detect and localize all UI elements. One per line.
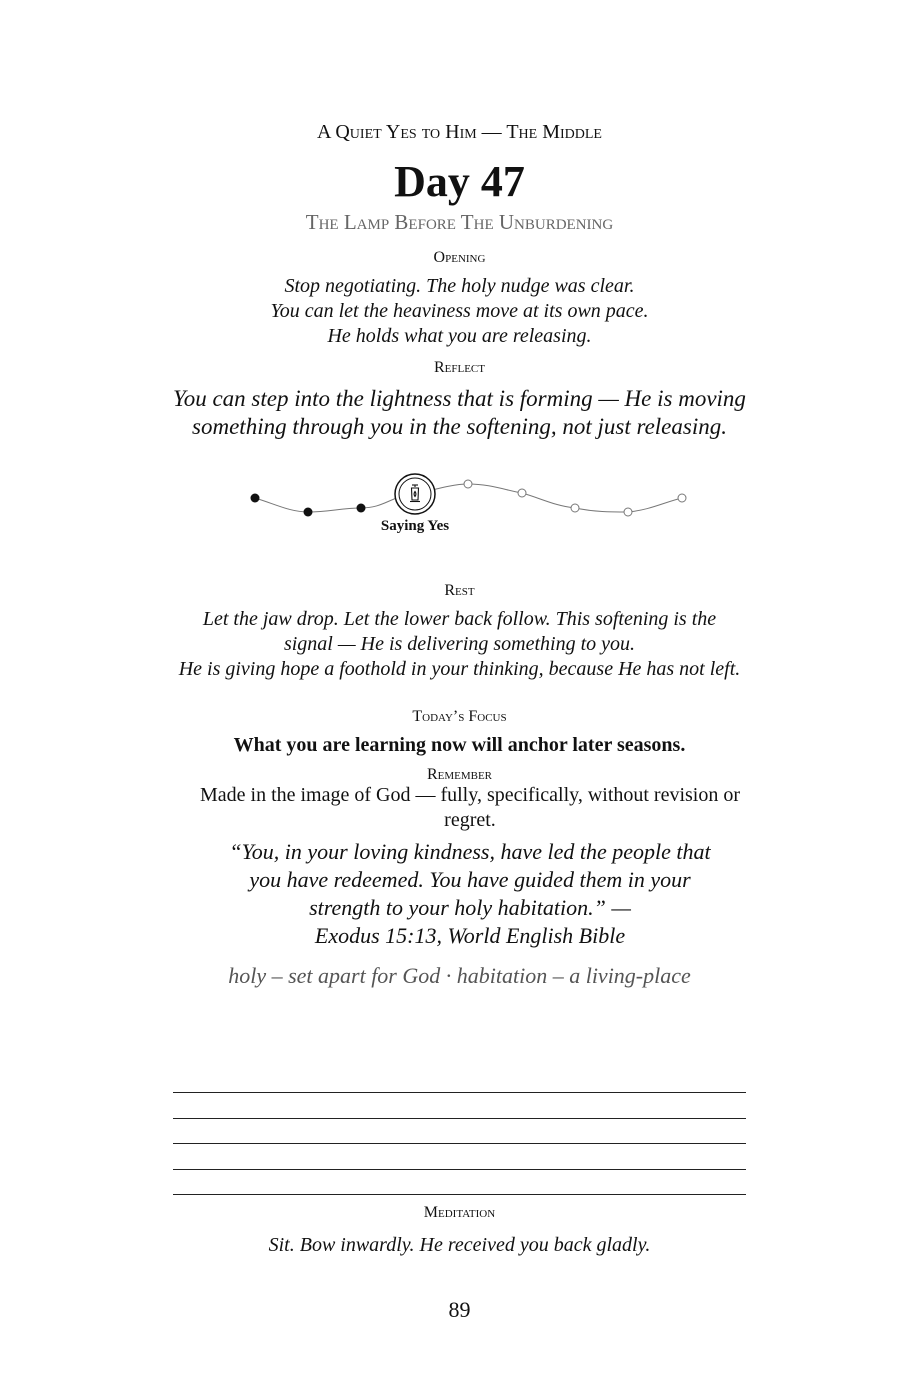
journey-step-completed bbox=[251, 494, 260, 503]
meditation-text: Sit. Bow inwardly. He received you back gladly. bbox=[268, 1234, 651, 1256]
opening-label: Opening bbox=[433, 249, 486, 266]
scripture-reference: Exodus 15:13, World English Bible bbox=[314, 923, 626, 948]
day-title: Day 47 bbox=[394, 157, 525, 206]
journey-path bbox=[240, 466, 700, 546]
reflect-text bbox=[0, 385, 919, 441]
opening-line: He holds what you are releasing. bbox=[327, 325, 592, 347]
reflect-line: something through you in the softening, not just releasing. bbox=[192, 414, 727, 439]
rest-line: He is giving hope a foothold in your thinking, because He has not left. bbox=[178, 658, 741, 680]
rest-text bbox=[0, 607, 919, 682]
journey-step-upcoming bbox=[624, 508, 632, 516]
journey-current-label: Saying Yes bbox=[380, 518, 450, 534]
scripture-quote bbox=[200, 838, 740, 950]
journal-line bbox=[173, 1169, 746, 1170]
journey-step-upcoming bbox=[571, 504, 579, 512]
journey-step-current bbox=[395, 474, 435, 514]
journal-line bbox=[173, 1194, 746, 1195]
scripture-line: strength to your holy habitation.” — bbox=[309, 895, 631, 920]
opening-line: You can let the heaviness move at its own pace. bbox=[270, 300, 649, 322]
remember-text: Made in the image of God — fully, specifically, without revision or regret. bbox=[199, 784, 741, 831]
glossary: holy – set apart for God · habitation – a living-place bbox=[228, 963, 691, 988]
scripture-line: “You, in your loving kindness, have led the people that bbox=[229, 839, 711, 864]
journal-line bbox=[173, 1143, 746, 1144]
journey-step-upcoming bbox=[678, 494, 686, 502]
reflect-line: You can step into the lightness that is forming — He is moving bbox=[173, 386, 746, 411]
series-title: A Quiet Yes to Him — The Middle bbox=[317, 121, 602, 143]
journal-line bbox=[173, 1118, 746, 1119]
journey-step-upcoming bbox=[518, 489, 526, 497]
rest-label: Rest bbox=[444, 582, 475, 599]
journal-lines bbox=[173, 1092, 746, 1220]
journal-line bbox=[173, 1092, 746, 1093]
scripture-line: you have redeemed. You have guided them in your bbox=[249, 867, 691, 892]
focus-text: What you are learning now will anchor later seasons. bbox=[233, 734, 686, 756]
remember-label: Remember bbox=[426, 766, 493, 783]
reflect-label: Reflect bbox=[433, 359, 485, 376]
journey-step-completed bbox=[304, 508, 313, 517]
day-subtitle: The Lamp Before The Unburdening bbox=[305, 210, 614, 234]
journey-step-upcoming bbox=[464, 480, 472, 488]
meditation-label: Meditation bbox=[423, 1204, 496, 1221]
opening-text bbox=[0, 274, 919, 349]
page-number: 89 bbox=[448, 1297, 471, 1322]
focus-label: Today’s Focus bbox=[412, 708, 507, 725]
rest-line: signal — He is delivering something to you. bbox=[283, 633, 636, 655]
journey-step-completed bbox=[357, 504, 366, 513]
rest-line: Let the jaw drop. Let the lower back follow. This softening is the bbox=[202, 608, 717, 630]
opening-line: Stop negotiating. The holy nudge was clear. bbox=[284, 275, 635, 297]
